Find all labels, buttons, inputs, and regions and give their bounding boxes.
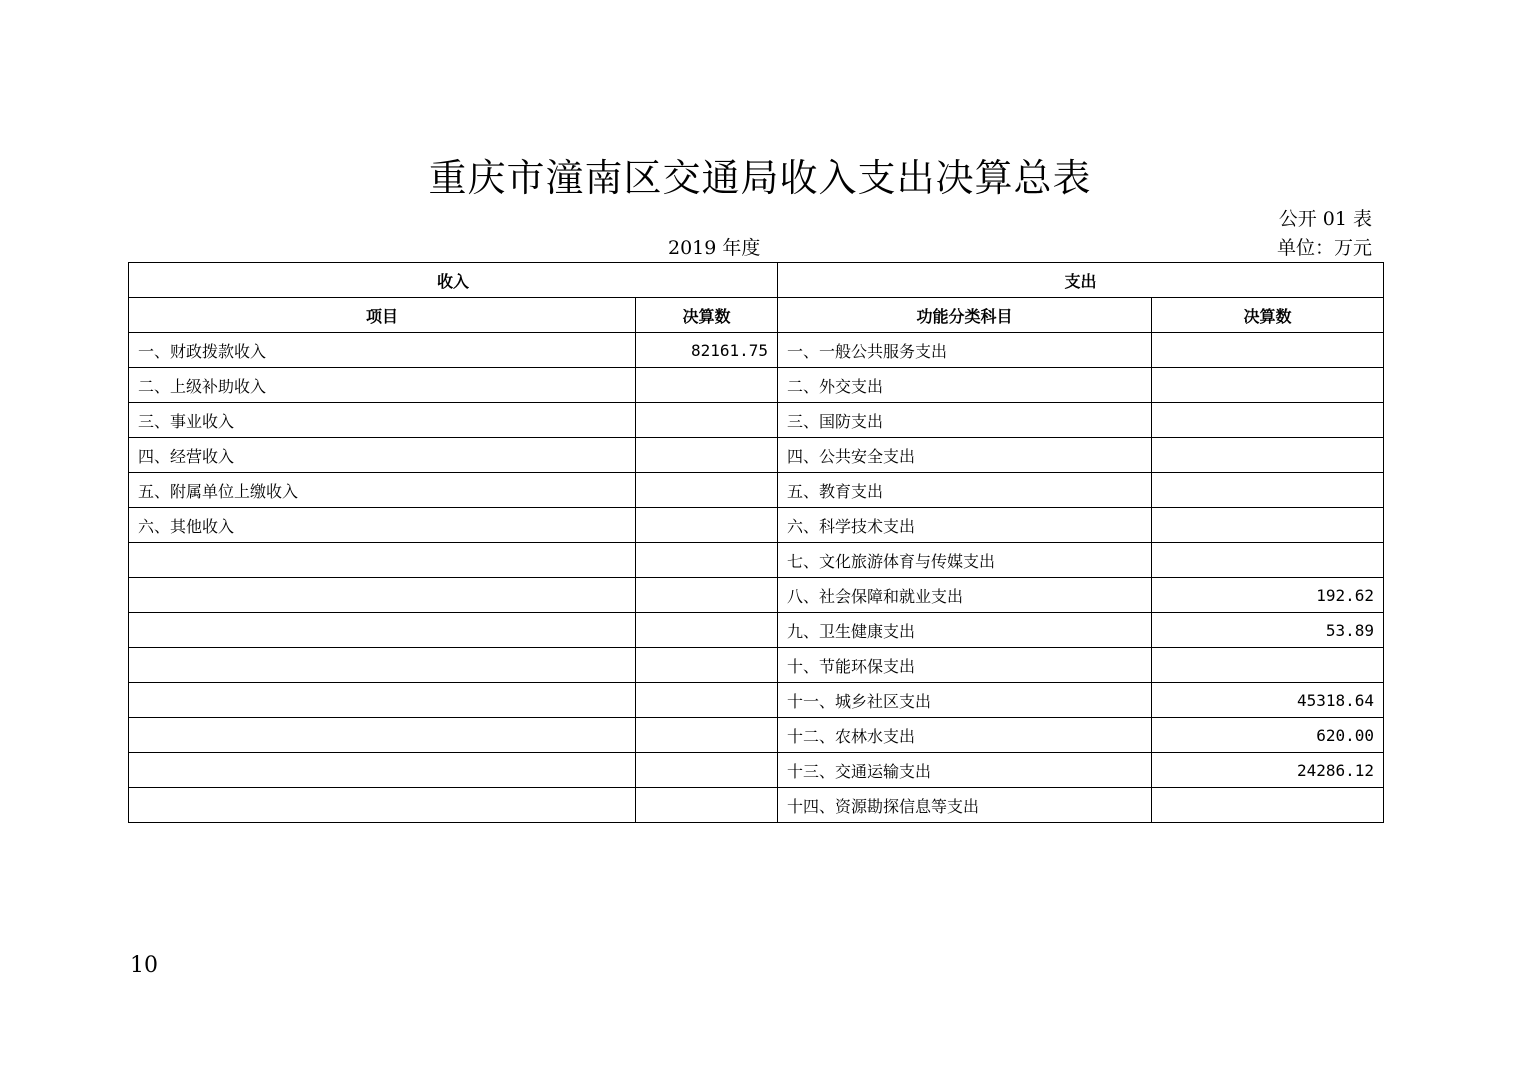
- table-row: [129, 543, 1384, 578]
- expense-item-cell: 一、一般公共服务支出: [778, 333, 1152, 368]
- income-amount-cell: [636, 753, 778, 788]
- page-number: 10: [130, 953, 158, 978]
- expense-item-cell: 十、节能环保支出: [778, 648, 1152, 683]
- expense-amount-cell: [1152, 648, 1384, 683]
- table-row: [129, 788, 1384, 823]
- income-amount-cell: [636, 473, 778, 508]
- income-amount-cell: [636, 788, 778, 823]
- section-header-row: [129, 263, 1384, 298]
- expense-item-cell: 四、公共安全支出: [778, 438, 1152, 473]
- income-item-cell: [129, 753, 636, 788]
- expense-item-cell: 二、外交支出: [778, 368, 1152, 403]
- expense-item-cell: 十四、资源勘探信息等支出: [778, 788, 1152, 823]
- income-item-cell: [129, 578, 636, 613]
- column-header-row: [129, 298, 1384, 333]
- income-item-cell: 二、上级补助收入: [129, 368, 636, 403]
- income-item-cell: [129, 613, 636, 648]
- expense-item-cell: 六、科学技术支出: [778, 508, 1152, 543]
- income-item-cell: [129, 543, 636, 578]
- income-amount-cell: [636, 648, 778, 683]
- table-row: [129, 718, 1384, 753]
- income-amount-cell: [636, 718, 778, 753]
- income-amount-header: 决算数: [636, 298, 778, 333]
- table-row: [129, 753, 1384, 788]
- table-row: [129, 473, 1384, 508]
- table-row: [129, 368, 1384, 403]
- expense-amount-cell: [1152, 368, 1384, 403]
- expense-amount-cell: [1152, 788, 1384, 823]
- expense-item-cell: 十一、城乡社区支出: [778, 683, 1152, 718]
- income-amount-cell: [636, 578, 778, 613]
- income-item-cell: [129, 683, 636, 718]
- expense-amount-cell: [1152, 333, 1384, 368]
- expense-item-cell: 九、卫生健康支出: [778, 613, 1152, 648]
- income-amount-cell: [636, 368, 778, 403]
- expense-amount-cell: 53.89: [1152, 613, 1384, 648]
- income-amount-cell: [636, 613, 778, 648]
- expense-amount-cell: [1152, 438, 1384, 473]
- expense-amount-header: 决算数: [1152, 298, 1384, 333]
- income-item-cell: 六、其他收入: [129, 508, 636, 543]
- table-row: [129, 438, 1384, 473]
- income-item-cell: 三、事业收入: [129, 403, 636, 438]
- income-expense-table: [128, 262, 1384, 823]
- form-number: 公开 01 表: [1278, 208, 1372, 230]
- expense-amount-cell: [1152, 543, 1384, 578]
- income-amount-cell: [636, 543, 778, 578]
- expense-item-cell: 五、教育支出: [778, 473, 1152, 508]
- page-title: 重庆市潼南区交通局收入支出决算总表: [428, 156, 1092, 200]
- income-item-cell: 四、经营收入: [129, 438, 636, 473]
- expense-amount-cell: 45318.64: [1152, 683, 1384, 718]
- expense-item-cell: 十三、交通运输支出: [778, 753, 1152, 788]
- table-row: [129, 648, 1384, 683]
- expense-amount-cell: 620.00: [1152, 718, 1384, 753]
- expense-item-cell: 八、社会保障和就业支出: [778, 578, 1152, 613]
- fiscal-year: 2019 年度: [668, 237, 761, 259]
- income-item-cell: [129, 718, 636, 753]
- income-amount-cell: [636, 683, 778, 718]
- expense-amount-cell: [1152, 473, 1384, 508]
- expense-item-header: 功能分类科目: [778, 298, 1152, 333]
- expense-section-header: 支出: [778, 263, 1384, 298]
- table-row: [129, 578, 1384, 613]
- expense-amount-cell: 24286.12: [1152, 753, 1384, 788]
- table-row: [129, 403, 1384, 438]
- income-amount-cell: [636, 508, 778, 543]
- income-item-header: 项目: [129, 298, 636, 333]
- expense-amount-cell: 192.62: [1152, 578, 1384, 613]
- unit-label: 单位：万元: [1276, 237, 1372, 259]
- expense-item-cell: 七、文化旅游体育与传媒支出: [778, 543, 1152, 578]
- expense-amount-cell: [1152, 508, 1384, 543]
- expense-item-cell: 十二、农林水支出: [778, 718, 1152, 753]
- income-amount-cell: 82161.75: [636, 333, 778, 368]
- expense-item-cell: 三、国防支出: [778, 403, 1152, 438]
- table-row: [129, 333, 1384, 368]
- table-row: [129, 508, 1384, 543]
- table-row: [129, 613, 1384, 648]
- income-item-cell: [129, 788, 636, 823]
- income-section-header: 收入: [129, 263, 778, 298]
- expense-amount-cell: [1152, 403, 1384, 438]
- income-amount-cell: [636, 438, 778, 473]
- income-amount-cell: [636, 403, 778, 438]
- income-item-cell: 一、财政拨款收入: [129, 333, 636, 368]
- income-item-cell: [129, 648, 636, 683]
- income-item-cell: 五、附属单位上缴收入: [129, 473, 636, 508]
- table-row: [129, 683, 1384, 718]
